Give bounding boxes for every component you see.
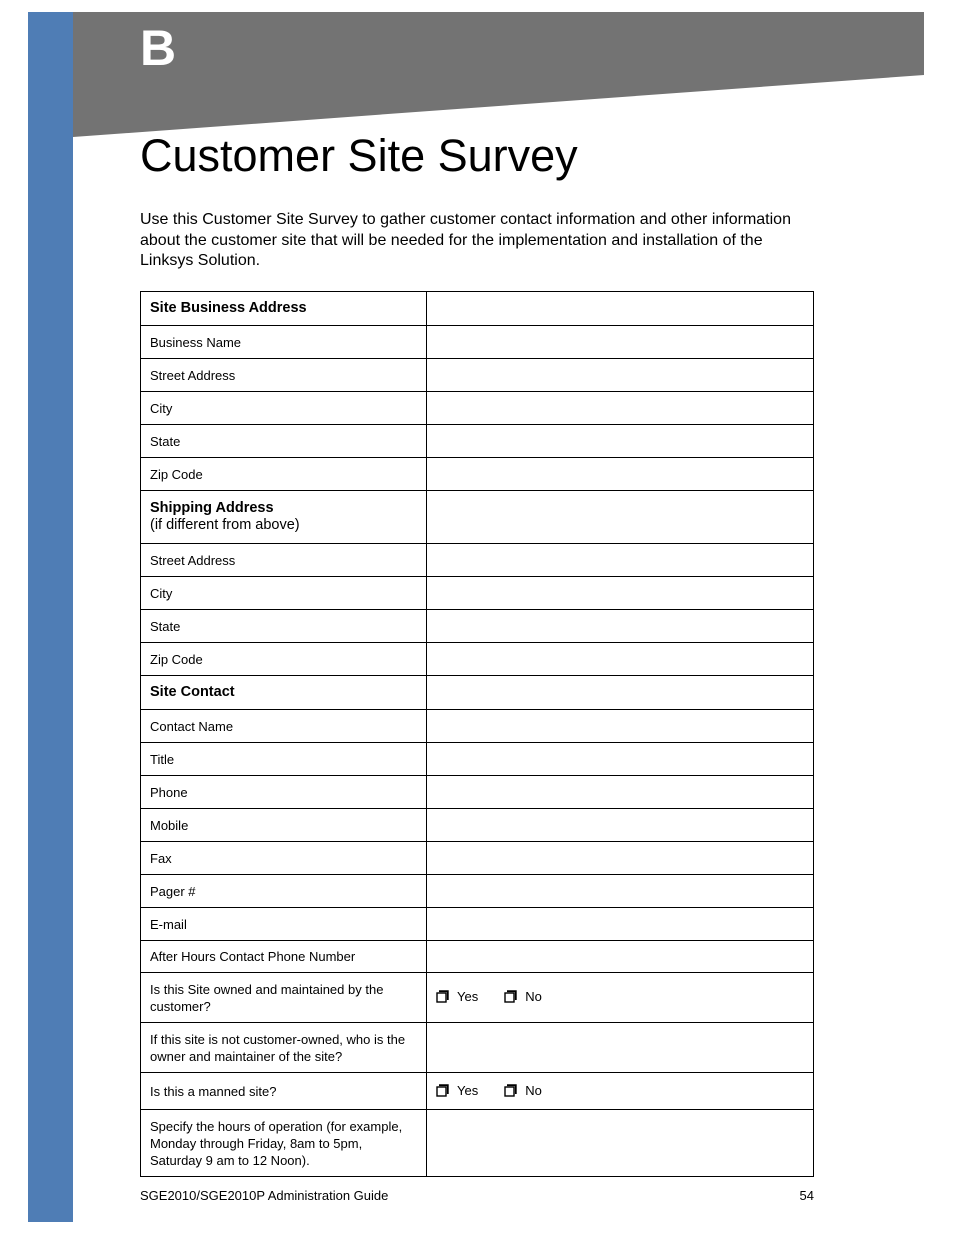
table-row <box>141 973 814 1023</box>
field-label <box>141 425 427 458</box>
label-text: Pager # <box>150 883 196 899</box>
label-text: Zip Code <box>150 651 203 667</box>
option-label: Yes <box>457 989 479 1004</box>
table-row <box>141 1073 814 1110</box>
field-label <box>141 908 427 941</box>
section-heading <box>141 491 427 544</box>
option-no-checkbox[interactable] <box>504 1082 542 1099</box>
field-value-cell[interactable] <box>427 776 814 809</box>
label-text: Is this a manned site? <box>150 1083 277 1099</box>
field-value-cell[interactable] <box>427 809 814 842</box>
checkbox-icon[interactable] <box>504 1084 517 1097</box>
label-text: Business Name <box>150 334 242 350</box>
field-value-cell[interactable] <box>427 1073 814 1110</box>
field-value-cell[interactable] <box>427 458 814 491</box>
option-yes-checkbox[interactable] <box>436 1082 478 1099</box>
option-label: Yes <box>457 1082 479 1098</box>
field-label <box>141 577 427 610</box>
label-text: Specify the hours of operation (for example, Monday through Friday, 8am to 5pm, Saturday 9 am to 12 Noon). <box>150 1118 403 1168</box>
field-label <box>141 544 427 577</box>
field-label <box>141 842 427 875</box>
field-value-cell[interactable] <box>427 392 814 425</box>
section-heading <box>141 292 427 326</box>
table-row <box>141 326 814 359</box>
section-heading <box>141 676 427 710</box>
field-label <box>141 710 427 743</box>
intro-paragraph: Use this Customer Site Survey to gather customer contact information and other information about the customer site that will be needed for the implementation and installation of the Linksys Solution. <box>140 211 791 269</box>
section-row <box>141 491 814 544</box>
table-row <box>141 908 814 941</box>
field-label <box>141 610 427 643</box>
field-label <box>141 392 427 425</box>
table-row <box>141 710 814 743</box>
checkbox-icon[interactable] <box>436 990 449 1003</box>
site-survey-table <box>140 291 814 1177</box>
label-text: State <box>150 433 181 449</box>
table-row <box>141 610 814 643</box>
label-text: Phone <box>150 784 188 800</box>
table-row <box>141 544 814 577</box>
field-value-cell[interactable] <box>427 875 814 908</box>
field-value-cell[interactable] <box>427 425 814 458</box>
field-value-cell[interactable] <box>427 491 814 544</box>
label-text: Zip Code <box>150 466 203 482</box>
table-row <box>141 392 814 425</box>
table-row <box>141 776 814 809</box>
field-label <box>141 776 427 809</box>
table-row <box>141 577 814 610</box>
header-banner <box>73 12 924 137</box>
table-row <box>141 875 814 908</box>
table-row <box>141 1023 814 1073</box>
label-text: Street Address <box>150 367 236 383</box>
label-text: Contact Name <box>150 718 234 734</box>
section-row <box>141 292 814 326</box>
field-label <box>141 809 427 842</box>
field-value-cell[interactable] <box>427 577 814 610</box>
option-label: No <box>525 1082 542 1098</box>
field-value-cell[interactable] <box>427 676 814 710</box>
field-value-cell[interactable] <box>427 908 814 941</box>
label-text: Mobile <box>150 817 189 833</box>
option-no-checkbox[interactable] <box>504 988 542 1005</box>
field-label <box>141 326 427 359</box>
label-text: E-mail <box>150 916 187 932</box>
checkbox-icon[interactable] <box>436 1084 449 1097</box>
table-row <box>141 1110 814 1177</box>
section-subheading: (if different from above) <box>150 517 300 533</box>
field-value-cell[interactable] <box>427 973 814 1023</box>
footer-guide-title: SGE2010/SGE2010P Administration Guide <box>140 1188 389 1203</box>
option-label: No <box>525 989 542 1004</box>
label-text: Is this Site owned and maintained by the customer? <box>150 981 384 1014</box>
field-label <box>141 875 427 908</box>
field-label <box>141 1023 427 1073</box>
field-value-cell[interactable] <box>427 326 814 359</box>
label-text: City <box>150 400 173 416</box>
label-text: Title <box>150 751 175 767</box>
field-label <box>141 643 427 676</box>
checkbox-icon[interactable] <box>504 990 517 1003</box>
side-color-bar <box>28 12 73 1222</box>
section-row <box>141 676 814 710</box>
field-value-cell[interactable] <box>427 544 814 577</box>
field-label <box>141 941 427 973</box>
field-value-cell[interactable] <box>427 359 814 392</box>
page-title: Customer Site Survey <box>140 130 578 181</box>
field-value-cell[interactable] <box>427 292 814 326</box>
field-value-cell[interactable] <box>427 842 814 875</box>
label-text: State <box>150 618 181 634</box>
field-label <box>141 973 427 1023</box>
field-label <box>141 359 427 392</box>
table-row <box>141 359 814 392</box>
option-yes-checkbox[interactable] <box>436 988 478 1005</box>
label-text: Street Address <box>150 552 236 568</box>
table-row <box>141 743 814 776</box>
field-label <box>141 1073 427 1110</box>
table-row <box>141 458 814 491</box>
field-value-cell[interactable] <box>427 710 814 743</box>
table-row <box>141 643 814 676</box>
label-text: If this site is not customer-owned, who is the owner and maintainer of the site? <box>150 1031 406 1064</box>
field-label <box>141 458 427 491</box>
field-value-cell[interactable] <box>427 610 814 643</box>
field-value-cell[interactable] <box>427 1023 814 1073</box>
field-label <box>141 743 427 776</box>
field-value-cell[interactable] <box>427 743 814 776</box>
label-text: Site Business Address <box>150 300 307 316</box>
field-value-cell[interactable] <box>427 941 814 973</box>
label-text: After Hours Contact Phone Number <box>150 949 356 964</box>
table-row <box>141 842 814 875</box>
label-text: City <box>150 585 173 601</box>
table-row <box>141 425 814 458</box>
label-text: Fax <box>150 850 172 866</box>
field-value-cell[interactable] <box>427 1110 814 1177</box>
footer-page-number: 54 <box>799 1188 814 1203</box>
label-text: Shipping Address <box>150 500 274 516</box>
field-value-cell[interactable] <box>427 643 814 676</box>
field-label <box>141 1110 427 1177</box>
table-row <box>141 941 814 973</box>
label-text: Site Contact <box>150 684 235 700</box>
table-row <box>141 809 814 842</box>
appendix-letter: B <box>140 20 177 76</box>
